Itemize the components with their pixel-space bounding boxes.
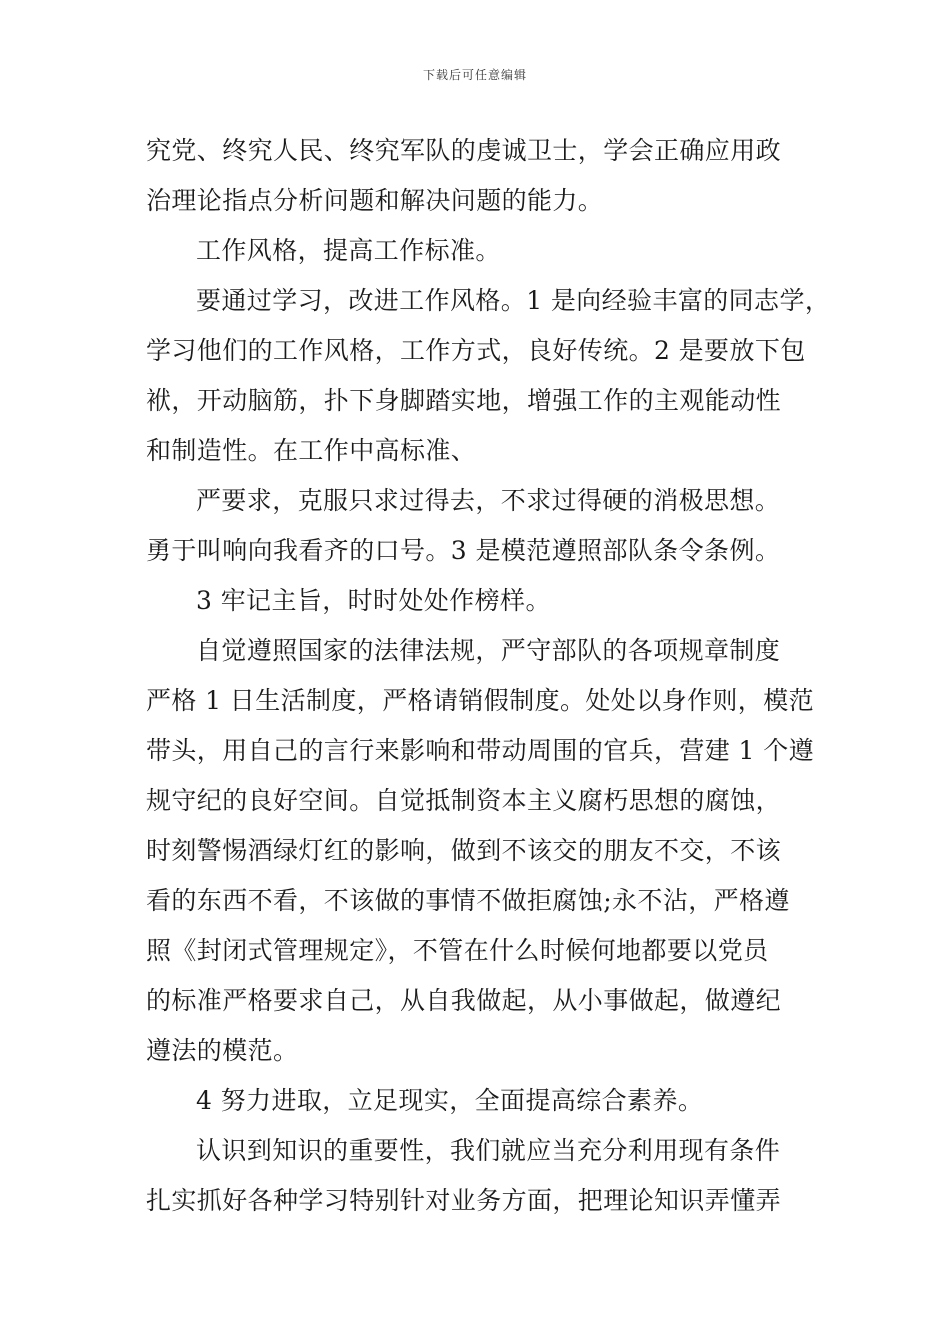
text-line: 勇于叫响向我看齐的口号。3 是模范遵照部队条令条例。 (146, 536, 781, 565)
text-line: 治理论指点分析问题和解决问题的能力。 (146, 186, 604, 215)
text-line: 要通过学习，改进工作风格。1 是向经验丰富的同志学， (196, 286, 831, 315)
text-line: 学习他们的工作风格，工作方式，良好传统。2 是要放下包 (146, 336, 806, 365)
text-line: 看的东西不看，不该做的事情不做拒腐蚀;永不沾，严格遵 (146, 886, 790, 915)
text-line: 带头，用自己的言行来影响和带动周围的官兵，营建 1 个遵 (146, 736, 815, 765)
text-line: 4 努力进取，立足现实，全面提高综合素养。 (196, 1086, 704, 1115)
text-line: 扎实抓好各种学习特别针对业务方面，把理论知识弄懂弄 (146, 1186, 782, 1215)
text-line: 照《封闭式管理规定》，不管在什么时候何地都要以党员 (146, 936, 769, 965)
text-line: 究党、终究人民、终究军队的虔诚卫士，学会正确应用政 (146, 136, 782, 165)
text-line: 袱，开动脑筋，扑下身脚踏实地，增强工作的主观能动性 (146, 386, 782, 415)
document-body (146, 126, 831, 1226)
text-line: 3 牢记主旨，时时处处作榜样。 (196, 586, 551, 615)
text-line: 遵法的模范。 (146, 1036, 299, 1065)
text-line: 工作风格，提高工作标准。 (196, 236, 501, 265)
text-line: 自觉遵照国家的法律法规，严守部队的各项规章制度 (196, 636, 781, 665)
page-header: 下载后可任意编辑 (422, 68, 527, 82)
text-line: 的标准严格要求自己，从自我做起，从小事做起，做遵纪 (146, 986, 782, 1015)
text-line: 规守纪的良好空间。自觉抵制资本主义腐朽思想的腐蚀， (146, 786, 782, 815)
text-line: 认识到知识的重要性，我们就应当充分利用现有条件 (196, 1136, 781, 1165)
text-line: 严要求，克服只求过得去，不求过得硬的消极思想。 (196, 486, 781, 515)
text-line: 严格 1 日生活制度，严格请销假制度。处处以身作则，模范 (146, 686, 815, 715)
text-line: 时刻警惕酒绿灯红的影响，做到不该交的朋友不交，不该 (146, 836, 782, 865)
text-line: 和制造性。在工作中高标准、 (146, 436, 477, 465)
